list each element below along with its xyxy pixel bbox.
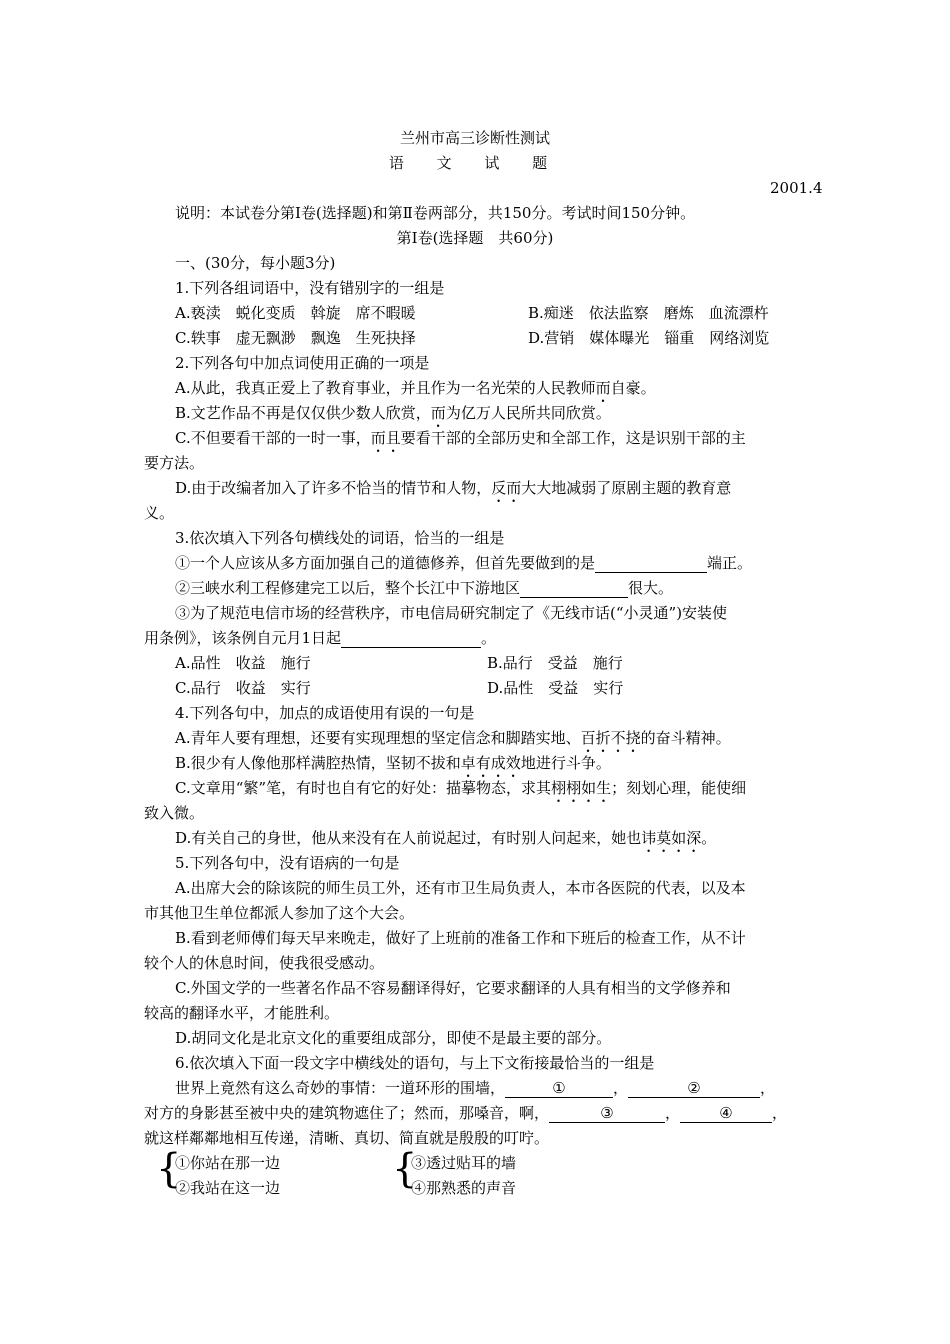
q5-option-c-cont: 较高的翻译水平，才能胜利。 — [144, 1004, 340, 1022]
q6-p1-text: 世界上竟然有这么奇妙的事情：一道环形的围墙， — [175, 1079, 506, 1097]
q6-passage-line-2 — [144, 1103, 787, 1123]
q5-option-b-cont: 较个人的休息时间，使我很受感动。 — [144, 954, 385, 972]
q4-a-tail: 的奋斗精神。 — [640, 729, 731, 747]
q3-s2-text: ②三峡水利工程修建完工以后，整个长江中下游地区 — [175, 579, 521, 597]
q3-s2-tail: 很大。 — [628, 579, 674, 597]
q3-option-d: D.品性 受益 实行 — [487, 679, 624, 697]
q6-option-2: ②我站在这一边 — [175, 1179, 281, 1197]
q6-comma-3: ， — [665, 1104, 681, 1122]
section-title: 一、(30分，每小题3分) — [175, 254, 336, 272]
q3-option-c: C.品行 收益 实行 — [175, 679, 311, 697]
q1-stem: 1.下列各组词语中，没有错别字的一组是 — [175, 279, 445, 297]
q2-option-b — [175, 403, 611, 431]
q6-comma-1: ， — [613, 1079, 629, 1097]
q2-d-tail: 大大地减弱了原剧主题的教育意 — [521, 479, 732, 497]
q4-a-dotted: 百折不挠 — [580, 729, 641, 747]
q6-p2-text: 对方的身影甚至被中央的建筑物遮住了；然而，那嗓音，啊， — [144, 1104, 550, 1122]
q3-s3-text: 用条例》，该条例自元月1日起 — [144, 629, 342, 647]
exam-title: 兰州市高三诊断性测试 — [399, 129, 550, 147]
q4-c-text: C.文章用“繁”笔，有时也自有它的好处：描摹物态，求其 — [175, 779, 552, 797]
q2-d-dotted: 反而 — [491, 479, 522, 497]
exam-note: 说明：本试卷分第Ⅰ卷(选择题)和第Ⅱ卷两部分，共150分。考试时间150分钟。 — [175, 204, 696, 222]
q6-stem: 6.依次填入下面一段文字中横线处的语句，与上下文衔接最恰当的一组是 — [175, 1054, 655, 1072]
q3-sentence-3-cont — [144, 628, 496, 648]
q5-option-b: B.看到老师傅们每天早来晚走，做好了上班前的准备工作和下班后的检查工作，从不计 — [175, 929, 746, 947]
q4-c-dotted: 栩栩如生 — [551, 779, 612, 797]
q2-b-text: B.文艺作品不再是仅仅供少数人欣赏， — [175, 404, 431, 422]
q4-a-text: A.青年人要有理想，还要有实现理想的坚定信念和脚踏实地、 — [175, 729, 581, 747]
q6-option-3: ③透过贴耳的墙 — [411, 1154, 517, 1172]
q5-option-a: A.出席大会的除该院的师生员工外，还有市卫生局负责人，本市各医院的代表，以及本 — [175, 879, 746, 897]
q2-a-text: A.从此，我真正爱上了教育事业，并且作为一名光荣的人民教师 — [175, 379, 596, 397]
q2-option-a — [175, 378, 656, 406]
q3-sentence-2 — [175, 578, 673, 598]
q4-d-text: D.有关自己的身世，他从来没有在人前说起过，有时别人问起来，她也 — [175, 829, 642, 847]
q4-b-dotted: 卓有成效 — [460, 754, 521, 772]
q4-b-text: B.很少有人像他那样满腔热情，坚韧不拔和 — [175, 754, 461, 772]
q6-passage-line-1 — [175, 1078, 775, 1098]
q3-sentence-1 — [175, 553, 752, 573]
q6-blank-3: ③ — [549, 1104, 665, 1123]
q2-c-dotted: 而且 — [370, 429, 401, 447]
q3-s1-tail: 端正。 — [707, 554, 753, 572]
q5-option-c: C.外国文学的一些著名作品不容易翻译得好，它要求翻译的人具有相当的文学修养和 — [175, 979, 731, 997]
q2-c-text: C.不但要看干部的一时一事， — [175, 429, 371, 447]
q4-d-tail: 。 — [701, 829, 717, 847]
q3-stem: 3.依次填入下列各句横线处的词语，恰当的一组是 — [175, 529, 505, 547]
q4-option-c — [175, 778, 746, 806]
q1-option-c: C.轶事 虚无飘渺 飘逸 生死抉择 — [175, 329, 416, 347]
q3-s3-tail: 。 — [481, 629, 497, 647]
q3-sentence-3: ③为了规范电信市场的经营秩序，市电信局研究制定了《无线市话(“小灵通”)安装使 — [175, 604, 728, 622]
q6-blank-4: ④ — [680, 1104, 772, 1123]
q2-c-tail: 要看干部的全部历史和全部工作，这是识别干部的主 — [400, 429, 746, 447]
q1-option-b: B.痴迷 依法监察 磨炼 血流漂杵 — [528, 304, 769, 322]
q6-comma-4: ， — [772, 1104, 788, 1122]
q4-option-b — [175, 753, 611, 781]
q4-stem: 4.下列各句中，加点的成语使用有误的一句是 — [175, 704, 475, 722]
q3-s1-text: ①一个人应该从多方面加强自己的道德修养，但首先要做到的是 — [175, 554, 596, 572]
q3-option-a: A.品性 收益 施行 — [175, 654, 311, 672]
q6-comma-2: ， — [760, 1079, 776, 1097]
q4-c-tail: ；刻划心理，能使细 — [611, 779, 747, 797]
q1-option-d: D.营销 媒体曝光 锱重 网络浏览 — [528, 329, 770, 347]
q2-b-tail: 为亿万人民所共同欣赏。 — [445, 404, 611, 422]
q1-option-a: A.亵渎 蜕化变质 斡旋 席不暇暖 — [175, 304, 416, 322]
q2-option-c — [175, 428, 746, 456]
q6-brace-left: { — [156, 1146, 182, 1192]
q2-option-d-cont: 义。 — [144, 504, 175, 522]
q5-option-a-cont: 市其他卫生单位都派人参加了这个大会。 — [144, 904, 415, 922]
q5-stem: 5.下列各句中，没有语病的一句是 — [175, 854, 400, 872]
q3-blank-1 — [595, 556, 707, 573]
subject-title: 语 文 试 题 — [388, 154, 562, 172]
q3-option-b: B.品行 受益 施行 — [487, 654, 623, 672]
q4-option-d — [175, 828, 716, 856]
q6-option-1: ①你站在那一边 — [175, 1154, 281, 1172]
exam-date: 2001.4 — [770, 179, 823, 197]
q6-passage-line-3: 就这样鄰鄰地相互传递，清晰、真切、简直就是殷殷的叮咛。 — [144, 1129, 550, 1147]
q2-a-dotted: 而 — [595, 379, 611, 397]
q2-option-d — [175, 478, 731, 506]
q6-blank-1: ① — [505, 1079, 613, 1098]
q4-b-tail: 地进行斗争。 — [520, 754, 611, 772]
q6-brace-right: { — [392, 1146, 418, 1192]
part-title: 第Ⅰ卷(选择题 共60分) — [396, 229, 554, 247]
q2-option-c-cont: 要方法。 — [144, 454, 205, 472]
q2-a-tail: 自豪。 — [610, 379, 656, 397]
q6-option-4: ④那熟悉的声音 — [411, 1179, 517, 1197]
q2-d-text: D.由于改编者加入了许多不恰当的情节和人物， — [175, 479, 492, 497]
q3-blank-2 — [520, 581, 628, 598]
q4-option-a — [175, 728, 731, 756]
q5-option-d: D.胡同文化是北京文化的重要组成部分，即使不是最主要的部分。 — [175, 1029, 612, 1047]
q3-blank-3 — [341, 631, 481, 648]
q4-option-c-cont: 致入微。 — [144, 804, 205, 822]
q2-b-dotted: 而 — [430, 404, 446, 422]
q6-blank-2: ② — [628, 1079, 760, 1098]
q2-stem: 2.下列各句中加点词使用正确的一项是 — [175, 354, 430, 372]
q4-d-dotted: 讳莫如深 — [641, 829, 702, 847]
